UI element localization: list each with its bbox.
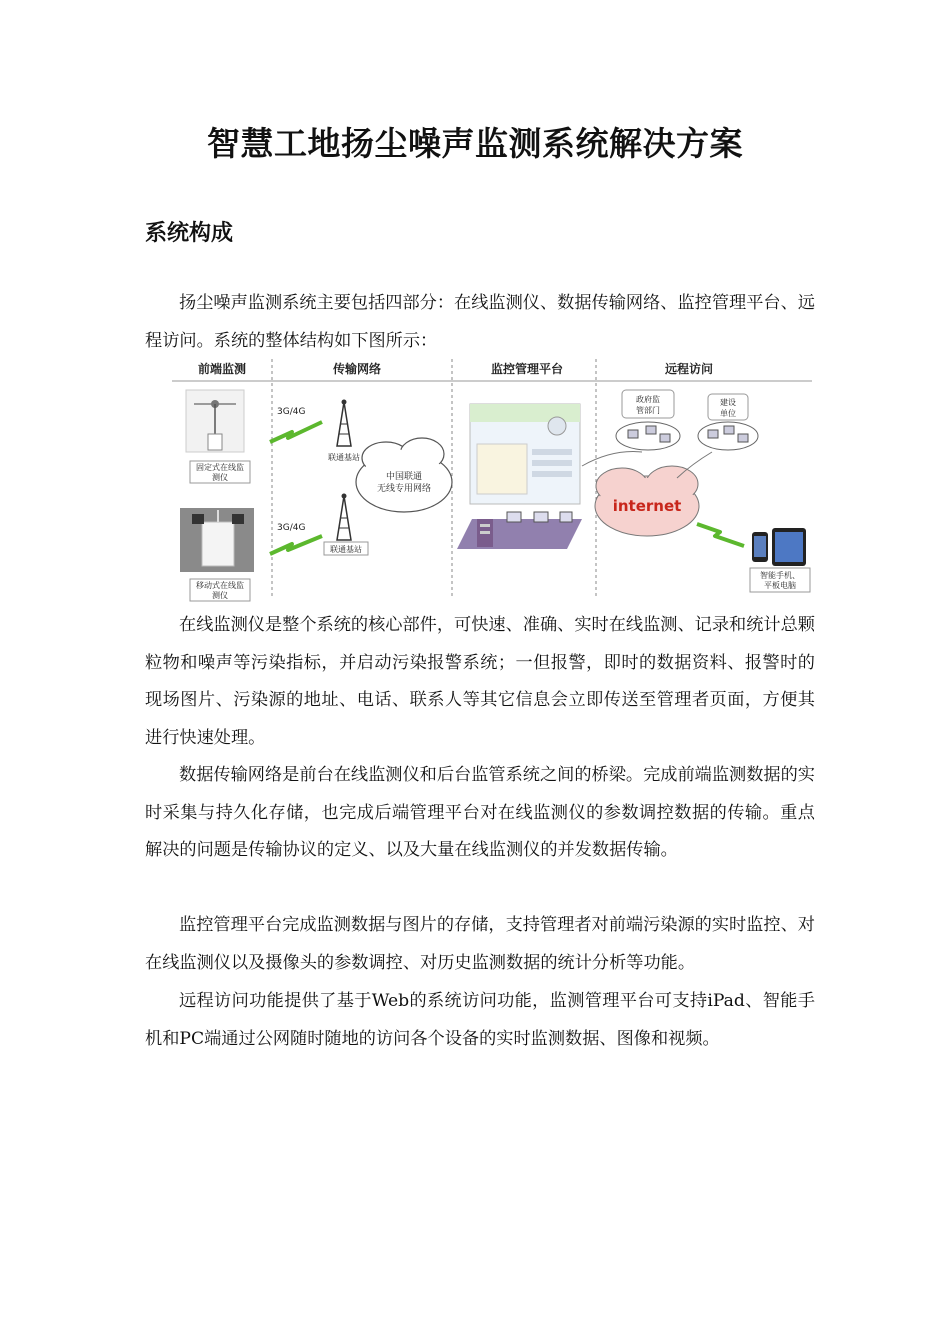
mobile-devices-label: 平板电脑 bbox=[764, 581, 796, 590]
column-header-front: 前端监测 bbox=[197, 362, 247, 376]
platform-screenshot-image bbox=[470, 404, 580, 504]
system-architecture-diagram bbox=[172, 354, 812, 602]
builder-network-cloud bbox=[698, 422, 758, 450]
platform-servers-icon bbox=[457, 512, 582, 549]
wireless-link-top bbox=[270, 422, 322, 442]
column-header-platform: 监控管理平台 bbox=[490, 362, 564, 376]
base-station-tower-icon bbox=[337, 494, 351, 541]
gov-network-cloud bbox=[616, 422, 680, 450]
wireless-link-mobile bbox=[697, 524, 744, 546]
mobile-devices-label: 智能手机、 bbox=[760, 571, 800, 580]
network-cloud-label: 中国联通 bbox=[385, 472, 423, 482]
base-station-tower-icon bbox=[337, 400, 351, 447]
mobile-monitor-image bbox=[180, 508, 254, 572]
mobile-monitor-label: 测仪 bbox=[212, 591, 228, 600]
network-cloud-label: 无线专用网络 bbox=[376, 484, 432, 494]
column-header-remote: 远程访问 bbox=[664, 362, 714, 376]
document-title: 智慧工地扬尘噪声监测系统解决方案 bbox=[207, 124, 743, 163]
gov-department-label: 政府监 bbox=[636, 395, 660, 404]
platform-internet-link bbox=[582, 452, 642, 466]
internet-label: internet bbox=[612, 497, 682, 515]
paragraph-network: 数据传输网络是前台在线监测仪和后台监管系统之间的桥梁。完成前端监测数据的实时采集与持久化存储，也完成后端管理平台对在线监测仪的参数调控数据的传输。重点解决的问题是传输协议的定义、以及大量在线监测仪的并发数据传输。 bbox=[145, 765, 815, 861]
gov-department-label: 管部门 bbox=[636, 406, 660, 415]
link-label-bottom: 3G/4G bbox=[277, 523, 306, 533]
phone-tablet-icon bbox=[752, 528, 806, 566]
fixed-monitor-image bbox=[186, 390, 244, 452]
mobile-monitor-label: 移动式在线监 bbox=[196, 581, 244, 590]
fixed-monitor-label: 固定式在线监 bbox=[196, 463, 244, 472]
base-station-label-top: 联通基站 bbox=[328, 453, 360, 462]
builder-label: 建设 bbox=[720, 398, 736, 407]
builder-label: 单位 bbox=[720, 409, 736, 418]
section-heading: 系统构成 bbox=[145, 221, 234, 246]
paragraph-remote: 远程访问功能提供了基于Web的系统访问功能，监测管理平台可支持iPad、智能手机和PC端通过公网随时随地的访问各个设备的实时监测数据、图像和视频。 bbox=[145, 991, 815, 1049]
paragraph-platform: 监控管理平台完成监测数据与图片的存储，支持管理者对前端污染源的实时监控、对在线监测仪以及摄像头的参数调控、对历史监测数据的统计分析等功能。 bbox=[145, 915, 815, 973]
paragraph-intro: 扬尘噪声监测系统主要包括四部分：在线监测仪、数据传输网络、监控管理平台、远程访问。系统的整体结构如下图所示： bbox=[145, 293, 815, 351]
paragraph-monitor: 在线监测仪是整个系统的核心部件，可快速、准确、实时在线监测、记录和统计总颗粒物和噪声等污染指标，并启动污染报警系统；一但报警，即时的数据资料、报警时的现场图片、污染源的地址、电话、联系人等其它信息会立即传送至管理者页面，方便其进行快速处理。 bbox=[145, 615, 815, 748]
wireless-link-bottom bbox=[270, 536, 322, 554]
base-station-label-bottom: 联通基站 bbox=[330, 545, 362, 554]
column-header-network: 传输网络 bbox=[332, 362, 382, 376]
fixed-monitor-label: 测仪 bbox=[212, 473, 228, 482]
link-label-top: 3G/4G bbox=[277, 407, 306, 417]
